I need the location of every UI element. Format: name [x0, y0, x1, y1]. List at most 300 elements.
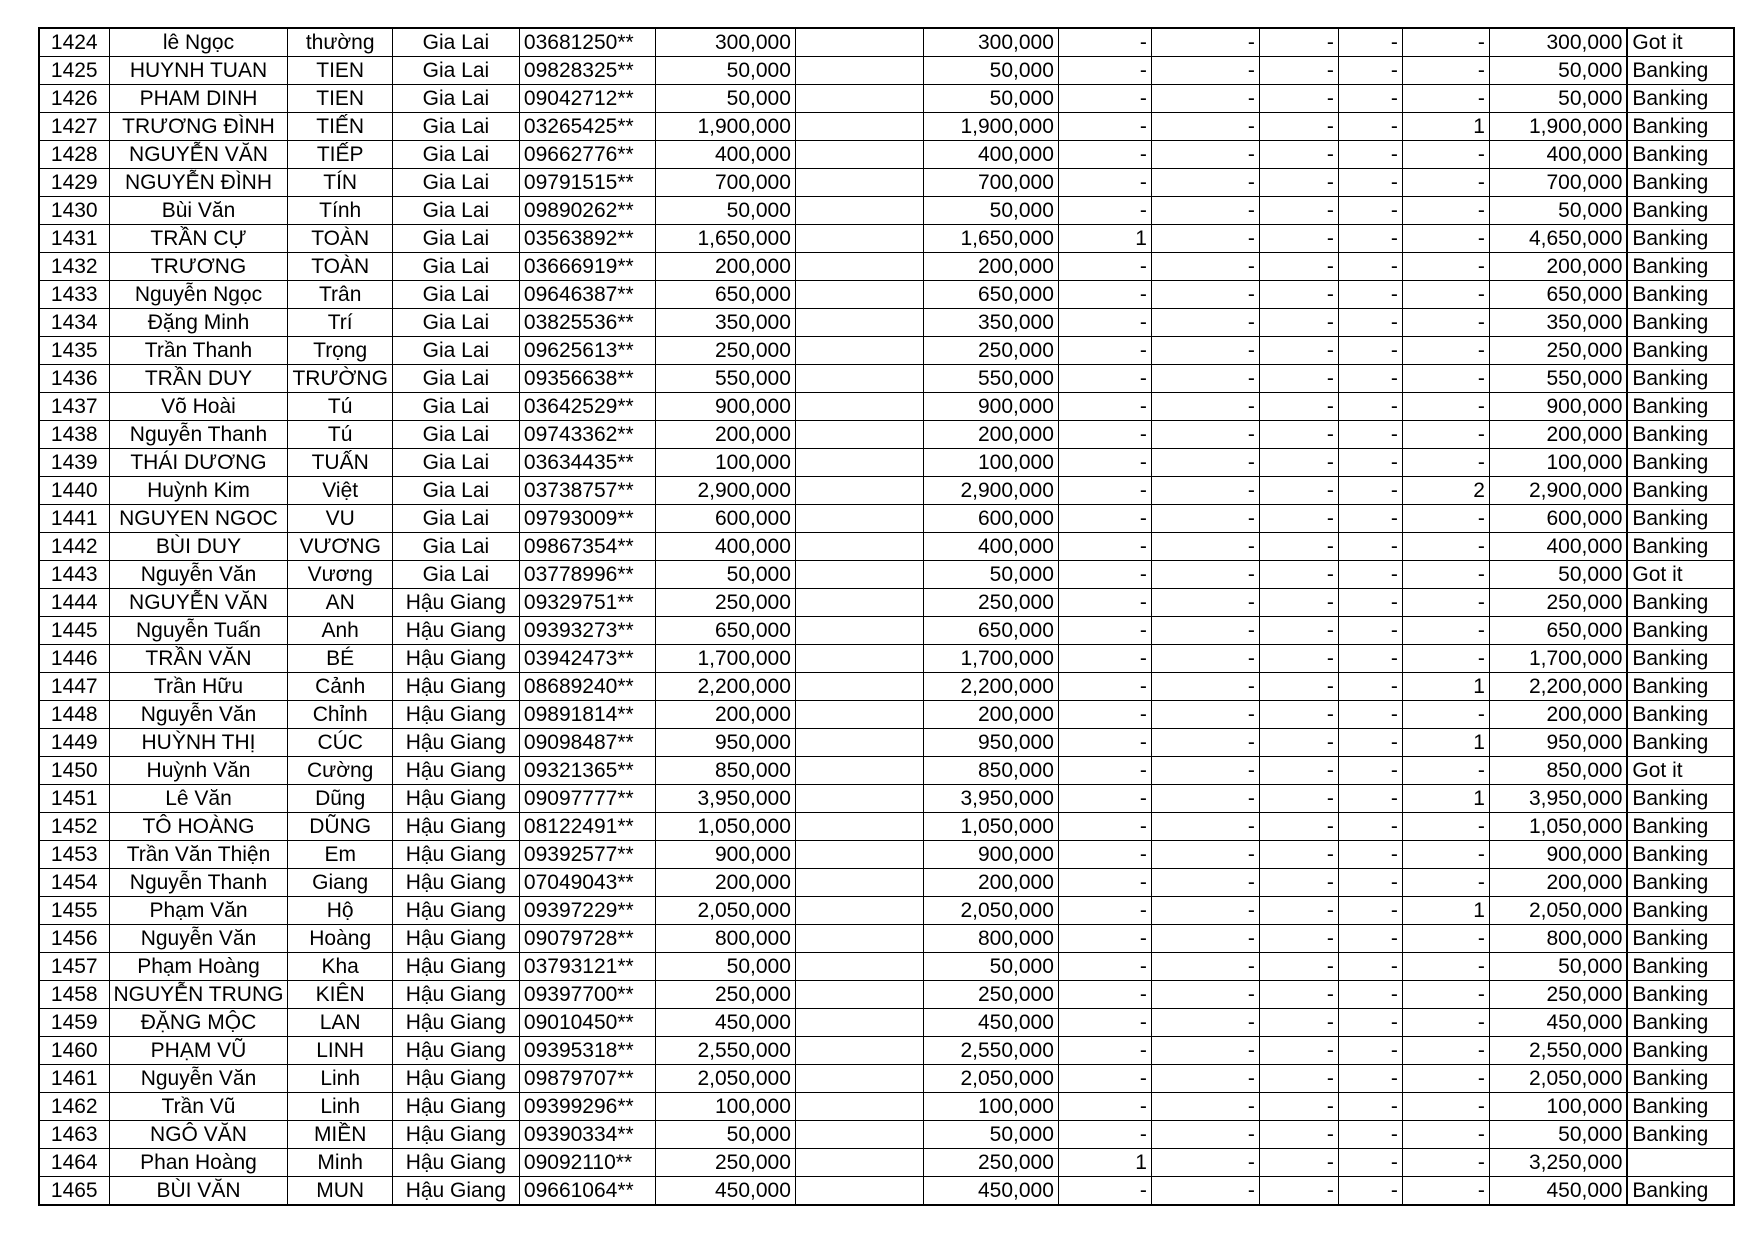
cell-c4: - — [1338, 393, 1402, 421]
cell-c1: - — [1058, 589, 1151, 617]
cell-total: 100,000 — [1489, 449, 1627, 477]
cell-c5: 1 — [1402, 897, 1489, 925]
cell-phone: 09079728** — [519, 925, 655, 953]
cell-province: Gia Lai — [392, 477, 519, 505]
cell-c1: 1 — [1058, 225, 1151, 253]
cell-c1: - — [1058, 617, 1151, 645]
cell-c4: - — [1338, 729, 1402, 757]
cell-c2: - — [1151, 253, 1259, 281]
cell-no: 1449 — [39, 729, 109, 757]
table-row — [39, 981, 1734, 1009]
cell-c1: - — [1058, 897, 1151, 925]
cell-province: Hậu Giang — [392, 841, 519, 869]
cell-amount2: 1,050,000 — [923, 813, 1058, 841]
cell-given-name: AN — [288, 589, 392, 617]
cell-surname: HUYNH TUAN — [109, 57, 288, 85]
cell-phone: 09828325** — [519, 57, 655, 85]
cell-c2: - — [1151, 617, 1259, 645]
table-row — [39, 701, 1734, 729]
cell-c3: - — [1259, 169, 1338, 197]
cell-phone: 09356638** — [519, 365, 655, 393]
cell-no: 1428 — [39, 141, 109, 169]
cell-c2: - — [1151, 1177, 1259, 1206]
cell-province: Gia Lai — [392, 533, 519, 561]
cell-total: 1,050,000 — [1489, 813, 1627, 841]
cell-c2: - — [1151, 701, 1259, 729]
cell-c2: - — [1151, 1093, 1259, 1121]
cell-province: Hậu Giang — [392, 701, 519, 729]
cell-c1: - — [1058, 701, 1151, 729]
cell-province: Gia Lai — [392, 141, 519, 169]
cell-c3: - — [1259, 981, 1338, 1009]
cell-c4: - — [1338, 309, 1402, 337]
cell-c1: - — [1058, 645, 1151, 673]
cell-amount2: 200,000 — [923, 869, 1058, 897]
table-row — [39, 169, 1734, 197]
cell-c5: - — [1402, 225, 1489, 253]
cell-no: 1455 — [39, 897, 109, 925]
cell-blank — [795, 57, 923, 85]
cell-c5: 1 — [1402, 729, 1489, 757]
cell-amount: 900,000 — [655, 393, 795, 421]
cell-c2: - — [1151, 1065, 1259, 1093]
cell-blank — [795, 533, 923, 561]
cell-c1: - — [1058, 85, 1151, 113]
cell-no: 1440 — [39, 477, 109, 505]
cell-c2: - — [1151, 589, 1259, 617]
cell-c4: - — [1338, 85, 1402, 113]
cell-province: Hậu Giang — [392, 617, 519, 645]
cell-amount2: 1,700,000 — [923, 645, 1058, 673]
cell-c3: - — [1259, 85, 1338, 113]
cell-total: 2,900,000 — [1489, 477, 1627, 505]
table-row — [39, 141, 1734, 169]
cell-c4: - — [1338, 897, 1402, 925]
cell-c1: - — [1058, 785, 1151, 813]
cell-c4: - — [1338, 197, 1402, 225]
cell-no: 1431 — [39, 225, 109, 253]
table-row — [39, 897, 1734, 925]
cell-amount2: 50,000 — [923, 57, 1058, 85]
cell-c5: - — [1402, 365, 1489, 393]
cell-method: Banking — [1627, 197, 1734, 225]
cell-phone: 03666919** — [519, 253, 655, 281]
cell-c1: - — [1058, 28, 1151, 57]
cell-c3: - — [1259, 645, 1338, 673]
cell-no: 1462 — [39, 1093, 109, 1121]
cell-c4: - — [1338, 337, 1402, 365]
cell-no: 1433 — [39, 281, 109, 309]
cell-phone: 09791515** — [519, 169, 655, 197]
cell-c3: - — [1259, 1149, 1338, 1177]
cell-surname: lê Ngọc — [109, 28, 288, 57]
cell-amount: 1,050,000 — [655, 813, 795, 841]
cell-no: 1463 — [39, 1121, 109, 1149]
cell-c2: - — [1151, 813, 1259, 841]
cell-c1: - — [1058, 113, 1151, 141]
cell-c4: - — [1338, 757, 1402, 785]
cell-phone: 09321365** — [519, 757, 655, 785]
cell-province: Gia Lai — [392, 225, 519, 253]
cell-phone: 09793009** — [519, 505, 655, 533]
cell-c3: - — [1259, 813, 1338, 841]
cell-c2: - — [1151, 477, 1259, 505]
cell-province: Gia Lai — [392, 253, 519, 281]
cell-method: Banking — [1627, 449, 1734, 477]
cell-phone: 09891814** — [519, 701, 655, 729]
cell-amount: 2,550,000 — [655, 1037, 795, 1065]
cell-given-name: Việt — [288, 477, 392, 505]
cell-amount2: 2,200,000 — [923, 673, 1058, 701]
cell-phone: 03778996** — [519, 561, 655, 589]
cell-phone: 09390334** — [519, 1121, 655, 1149]
cell-c2: - — [1151, 1121, 1259, 1149]
cell-no: 1448 — [39, 701, 109, 729]
cell-total: 2,200,000 — [1489, 673, 1627, 701]
cell-c3: - — [1259, 617, 1338, 645]
cell-phone: 09661064** — [519, 1177, 655, 1206]
cell-amount2: 250,000 — [923, 981, 1058, 1009]
cell-c5: - — [1402, 28, 1489, 57]
cell-amount2: 3,950,000 — [923, 785, 1058, 813]
cell-surname: Nguyễn Văn — [109, 1065, 288, 1093]
cell-c5: - — [1402, 533, 1489, 561]
cell-c3: - — [1259, 113, 1338, 141]
cell-blank — [795, 1121, 923, 1149]
cell-surname: Huỳnh Kim — [109, 477, 288, 505]
cell-blank — [795, 1037, 923, 1065]
cell-total: 900,000 — [1489, 841, 1627, 869]
cell-c2: - — [1151, 141, 1259, 169]
cell-phone: 09867354** — [519, 533, 655, 561]
cell-blank — [795, 113, 923, 141]
cell-province: Gia Lai — [392, 113, 519, 141]
cell-surname: BÙI DUY — [109, 533, 288, 561]
cell-c4: - — [1338, 169, 1402, 197]
cell-method: Banking — [1627, 141, 1734, 169]
cell-method: Banking — [1627, 533, 1734, 561]
table-row — [39, 477, 1734, 505]
cell-c3: - — [1259, 225, 1338, 253]
cell-phone: 09662776** — [519, 141, 655, 169]
table-row — [39, 393, 1734, 421]
cell-c4: - — [1338, 449, 1402, 477]
cell-method: Banking — [1627, 1065, 1734, 1093]
cell-total: 50,000 — [1489, 1121, 1627, 1149]
cell-no: 1427 — [39, 113, 109, 141]
cell-total: 100,000 — [1489, 1093, 1627, 1121]
cell-c2: - — [1151, 113, 1259, 141]
cell-surname: ĐẶNG MỘC — [109, 1009, 288, 1037]
cell-amount: 400,000 — [655, 141, 795, 169]
cell-c1: - — [1058, 813, 1151, 841]
cell-phone: 03825536** — [519, 309, 655, 337]
cell-c5: - — [1402, 253, 1489, 281]
cell-blank — [795, 253, 923, 281]
cell-c2: - — [1151, 561, 1259, 589]
cell-given-name: Tính — [288, 197, 392, 225]
cell-amount2: 900,000 — [923, 841, 1058, 869]
cell-amount: 950,000 — [655, 729, 795, 757]
cell-c2: - — [1151, 953, 1259, 981]
cell-blank — [795, 869, 923, 897]
cell-surname: Võ Hoài — [109, 393, 288, 421]
cell-surname: Trần Vũ — [109, 1093, 288, 1121]
cell-c1: - — [1058, 1093, 1151, 1121]
cell-amount2: 550,000 — [923, 365, 1058, 393]
cell-c3: - — [1259, 449, 1338, 477]
table-row — [39, 673, 1734, 701]
cell-c4: - — [1338, 589, 1402, 617]
cell-province: Gia Lai — [392, 309, 519, 337]
cell-surname: NGUYỄN VĂN — [109, 141, 288, 169]
cell-total: 450,000 — [1489, 1177, 1627, 1206]
cell-total: 50,000 — [1489, 57, 1627, 85]
cell-c5: 1 — [1402, 113, 1489, 141]
table-row — [39, 729, 1734, 757]
cell-province: Hậu Giang — [392, 1009, 519, 1037]
cell-total: 400,000 — [1489, 141, 1627, 169]
cell-surname: TRƯƠNG — [109, 253, 288, 281]
cell-province: Hậu Giang — [392, 897, 519, 925]
cell-c1: - — [1058, 449, 1151, 477]
cell-c4: - — [1338, 1177, 1402, 1206]
cell-amount2: 100,000 — [923, 449, 1058, 477]
cell-phone: 08689240** — [519, 673, 655, 701]
cell-c2: - — [1151, 365, 1259, 393]
cell-phone: 09397229** — [519, 897, 655, 925]
cell-total: 50,000 — [1489, 197, 1627, 225]
cell-c1: - — [1058, 477, 1151, 505]
cell-no: 1459 — [39, 1009, 109, 1037]
cell-c3: - — [1259, 309, 1338, 337]
table-row — [39, 1149, 1734, 1177]
cell-method: Banking — [1627, 113, 1734, 141]
cell-total: 400,000 — [1489, 533, 1627, 561]
cell-method: Banking — [1627, 281, 1734, 309]
cell-phone: 09329751** — [519, 589, 655, 617]
cell-c5: - — [1402, 337, 1489, 365]
cell-c2: - — [1151, 1009, 1259, 1037]
cell-c5: - — [1402, 953, 1489, 981]
cell-given-name: VU — [288, 505, 392, 533]
cell-surname: Phạm Hoàng — [109, 953, 288, 981]
cell-c5: - — [1402, 617, 1489, 645]
cell-given-name: Giang — [288, 869, 392, 897]
cell-no: 1444 — [39, 589, 109, 617]
cell-c4: - — [1338, 141, 1402, 169]
cell-given-name: TIẾN — [288, 113, 392, 141]
cell-blank — [795, 1065, 923, 1093]
cell-phone: 09879707** — [519, 1065, 655, 1093]
cell-c4: - — [1338, 701, 1402, 729]
cell-amount: 3,950,000 — [655, 785, 795, 813]
cell-c5: - — [1402, 1093, 1489, 1121]
cell-given-name: Trân — [288, 281, 392, 309]
cell-blank — [795, 897, 923, 925]
cell-c4: - — [1338, 1093, 1402, 1121]
cell-phone: 09097777** — [519, 785, 655, 813]
cell-surname: TÔ HOÀNG — [109, 813, 288, 841]
cell-method: Banking — [1627, 701, 1734, 729]
cell-c4: - — [1338, 113, 1402, 141]
cell-amount2: 50,000 — [923, 1121, 1058, 1149]
cell-phone: 09010450** — [519, 1009, 655, 1037]
cell-surname: Huỳnh Văn — [109, 757, 288, 785]
cell-province: Hậu Giang — [392, 1149, 519, 1177]
cell-c3: - — [1259, 785, 1338, 813]
cell-amount2: 2,050,000 — [923, 897, 1058, 925]
cell-c3: - — [1259, 1093, 1338, 1121]
cell-c5: - — [1402, 393, 1489, 421]
cell-given-name: LAN — [288, 1009, 392, 1037]
cell-amount2: 50,000 — [923, 561, 1058, 589]
cell-no: 1453 — [39, 841, 109, 869]
cell-c3: - — [1259, 673, 1338, 701]
cell-total: 800,000 — [1489, 925, 1627, 953]
cell-c4: - — [1338, 617, 1402, 645]
table-row — [39, 841, 1734, 869]
cell-c3: - — [1259, 1009, 1338, 1037]
cell-no: 1424 — [39, 28, 109, 57]
cell-province: Gia Lai — [392, 421, 519, 449]
cell-c4: - — [1338, 225, 1402, 253]
cell-surname: Trần Hữu — [109, 673, 288, 701]
cell-given-name: thường — [288, 28, 392, 57]
cell-total: 350,000 — [1489, 309, 1627, 337]
cell-given-name: Hộ — [288, 897, 392, 925]
cell-surname: Nguyễn Văn — [109, 701, 288, 729]
cell-given-name: Kha — [288, 953, 392, 981]
cell-phone: 03942473** — [519, 645, 655, 673]
cell-method: Banking — [1627, 505, 1734, 533]
cell-c5: - — [1402, 561, 1489, 589]
cell-c4: - — [1338, 365, 1402, 393]
cell-given-name: Em — [288, 841, 392, 869]
cell-c2: - — [1151, 337, 1259, 365]
cell-c2: - — [1151, 449, 1259, 477]
cell-c3: - — [1259, 1177, 1338, 1206]
table-row — [39, 1037, 1734, 1065]
cell-method: Banking — [1627, 57, 1734, 85]
cell-c4: - — [1338, 785, 1402, 813]
cell-surname: TRẦN VĂN — [109, 645, 288, 673]
cell-province: Hậu Giang — [392, 813, 519, 841]
cell-given-name: TIEN — [288, 85, 392, 113]
cell-province: Hậu Giang — [392, 729, 519, 757]
cell-province: Gia Lai — [392, 57, 519, 85]
cell-province: Hậu Giang — [392, 589, 519, 617]
cell-c1: 1 — [1058, 1149, 1151, 1177]
cell-blank — [795, 701, 923, 729]
cell-c2: - — [1151, 57, 1259, 85]
cell-c4: - — [1338, 281, 1402, 309]
cell-phone: 09646387** — [519, 281, 655, 309]
cell-given-name: TRƯỜNG — [288, 365, 392, 393]
cell-amount: 2,900,000 — [655, 477, 795, 505]
cell-province: Hậu Giang — [392, 1037, 519, 1065]
cell-given-name: Linh — [288, 1065, 392, 1093]
cell-amount: 100,000 — [655, 1093, 795, 1121]
cell-amount: 450,000 — [655, 1177, 795, 1206]
cell-no: 1435 — [39, 337, 109, 365]
cell-total: 300,000 — [1489, 28, 1627, 57]
cell-method: Banking — [1627, 841, 1734, 869]
cell-surname: Trần Văn Thiện — [109, 841, 288, 869]
cell-method: Banking — [1627, 673, 1734, 701]
cell-c1: - — [1058, 1037, 1151, 1065]
cell-total: 3,250,000 — [1489, 1149, 1627, 1177]
table-row — [39, 113, 1734, 141]
cell-c4: - — [1338, 925, 1402, 953]
cell-c1: - — [1058, 141, 1151, 169]
cell-no: 1465 — [39, 1177, 109, 1206]
table-row — [39, 1177, 1734, 1206]
cell-c5: 1 — [1402, 785, 1489, 813]
cell-c4: - — [1338, 673, 1402, 701]
cell-c2: - — [1151, 925, 1259, 953]
cell-blank — [795, 645, 923, 673]
cell-blank — [795, 841, 923, 869]
cell-amount: 250,000 — [655, 981, 795, 1009]
cell-c5: - — [1402, 757, 1489, 785]
cell-c3: - — [1259, 477, 1338, 505]
table-row — [39, 85, 1734, 113]
cell-no: 1461 — [39, 1065, 109, 1093]
cell-c3: - — [1259, 393, 1338, 421]
cell-method: Banking — [1627, 309, 1734, 337]
cell-total: 4,650,000 — [1489, 225, 1627, 253]
table-row — [39, 785, 1734, 813]
cell-c4: - — [1338, 1121, 1402, 1149]
cell-c5: - — [1402, 981, 1489, 1009]
cell-amount: 1,900,000 — [655, 113, 795, 141]
cell-c5: - — [1402, 1149, 1489, 1177]
cell-amount: 350,000 — [655, 309, 795, 337]
cell-blank — [795, 85, 923, 113]
cell-total: 650,000 — [1489, 617, 1627, 645]
cell-c5: - — [1402, 85, 1489, 113]
cell-amount2: 900,000 — [923, 393, 1058, 421]
cell-c4: - — [1338, 57, 1402, 85]
cell-given-name: Tú — [288, 393, 392, 421]
cell-method: Banking — [1627, 477, 1734, 505]
cell-no: 1447 — [39, 673, 109, 701]
cell-given-name: Anh — [288, 617, 392, 645]
table-row — [39, 589, 1734, 617]
cell-province: Gia Lai — [392, 505, 519, 533]
table-row — [39, 561, 1734, 589]
cell-method: Banking — [1627, 981, 1734, 1009]
cell-amount2: 950,000 — [923, 729, 1058, 757]
cell-surname: BÙI VĂN — [109, 1177, 288, 1206]
cell-c2: - — [1151, 673, 1259, 701]
cell-blank — [795, 393, 923, 421]
cell-amount2: 650,000 — [923, 281, 1058, 309]
cell-c3: - — [1259, 953, 1338, 981]
cell-province: Gia Lai — [392, 281, 519, 309]
cell-given-name: TIẾP — [288, 141, 392, 169]
cell-c1: - — [1058, 869, 1151, 897]
cell-c1: - — [1058, 169, 1151, 197]
cell-c1: - — [1058, 393, 1151, 421]
cell-province: Hậu Giang — [392, 925, 519, 953]
cell-surname: Nguyễn Văn — [109, 925, 288, 953]
cell-c5: 2 — [1402, 477, 1489, 505]
cell-amount2: 250,000 — [923, 337, 1058, 365]
cell-surname: NGÔ VĂN — [109, 1121, 288, 1149]
cell-total: 600,000 — [1489, 505, 1627, 533]
